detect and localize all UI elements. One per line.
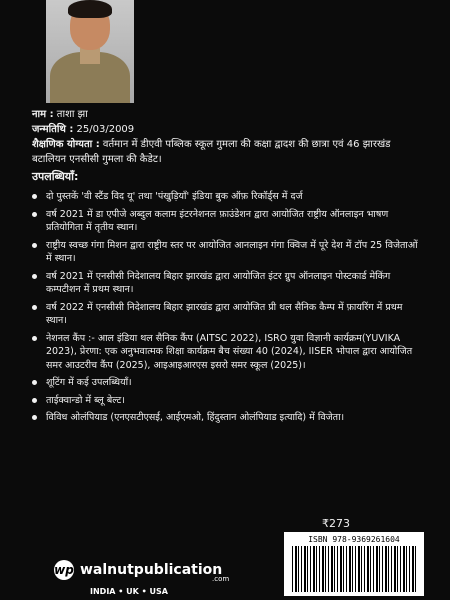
list-item: दो पुस्तकें 'वी स्टैंड विद यू' तथा 'पंखुड़ियाँ' इंडिया बुक ऑफ़ रिकॉर्ड्स में दर्ज — [32, 190, 418, 204]
bullet-icon — [32, 243, 37, 248]
bullet-icon — [32, 212, 37, 217]
list-item: विविध ओलंपियाड (एनएसटीएसई, आईएमओ, हिंदुस्तान ओलंपियाड इत्यादि) में विजेता। — [32, 411, 418, 425]
publisher-domain: .com — [212, 575, 230, 583]
bullet-icon — [32, 398, 37, 403]
bullet-icon — [32, 194, 37, 199]
dob-label: जन्मतिथि : — [32, 124, 74, 135]
list-item: वर्ष 2021 में एनसीसी निदेशालय बिहार झारखंड द्वारा आयोजित इंटर ग्रुप ऑनलाइन पोस्टकार्ड मेकिंग कम्पटीशन में प्रथम स्थान। — [32, 270, 418, 297]
price-label: ₹273 — [322, 517, 350, 530]
list-item: वर्ष 2021 में डा एपीजे अब्दुल कलाम इंटरनेशनल फ़ाउंडेशन द्वारा आयोजित राष्ट्रीय ऑनलाइन भाषण प्रतियोगिता में तृतीय स्थान। — [32, 208, 418, 235]
walnut-logo-icon: wp — [54, 560, 74, 580]
publisher-countries: INDIA • UK • USA — [90, 587, 168, 596]
name-row — [32, 107, 432, 122]
publisher-logo — [54, 560, 230, 583]
list-item: वर्ष 2022 में एनसीसी निदेशालय बिहार झारखंड द्वारा आयोजित प्री थल सैनिक कैम्प में फ़ायरिंग में प्रथम स्थान। — [32, 301, 418, 328]
dob-row — [32, 122, 432, 137]
achievements-list — [32, 190, 432, 425]
publisher-name: walnutpublication — [80, 562, 223, 578]
barcode-icon — [292, 546, 416, 592]
list-item: ताईक्वान्डो में ब्लू बेल्ट। — [32, 394, 418, 408]
name-label: नाम : — [32, 109, 54, 120]
list-item: राष्ट्रीय स्वच्छ गंगा मिशन द्वारा राष्ट्रीय स्तर पर आयोजित आनलाइन गंगा क्विज में पूरे देश में टॉप 25 विजेताओं में स्थान। — [32, 239, 418, 266]
bullet-icon — [32, 380, 37, 385]
name-value: ताशा झा — [53, 109, 88, 120]
isbn-text: ISBN 978-9369261604 — [308, 535, 400, 544]
list-item: नेशनल कैंप :- आल इंडिया थल सैनिक कैंप (AITSC 2022), ISRO युवा विज्ञानी कार्यक्रम(YUVIKA 2023), प्रेरणा: एक अनुभवात्मक शिक्षा कार्यक्रम बैच संख्या 40 (2024), IISER भोपाल द्वारा आयोजित समर आउटरीच कैंप (2025), आइआइआरएस इसरो समर स्कूल (2025)। — [32, 332, 418, 373]
education-label: शैक्षणिक योग्यता : — [32, 139, 100, 150]
achievements-heading: उपलब्धियाँ: — [32, 170, 79, 183]
author-photo — [46, 0, 134, 103]
dob-value: 25/03/2009 — [73, 124, 135, 135]
education-value: वर्तमान में डीएवी पब्लिक स्कूल गुमला की कक्षा द्वादश की छात्रा एवं 46 झारखंड बटालियन एनसीसी गुमला की कैडेट। — [32, 139, 391, 165]
list-item: शूटिंग में कई उपलब्धियाँ। — [32, 376, 418, 390]
bullet-icon — [32, 336, 37, 341]
bullet-icon — [32, 274, 37, 279]
bullet-icon — [32, 305, 37, 310]
author-info — [32, 107, 432, 429]
education-row — [32, 137, 422, 167]
bullet-icon — [32, 415, 37, 420]
isbn-barcode — [284, 532, 424, 596]
